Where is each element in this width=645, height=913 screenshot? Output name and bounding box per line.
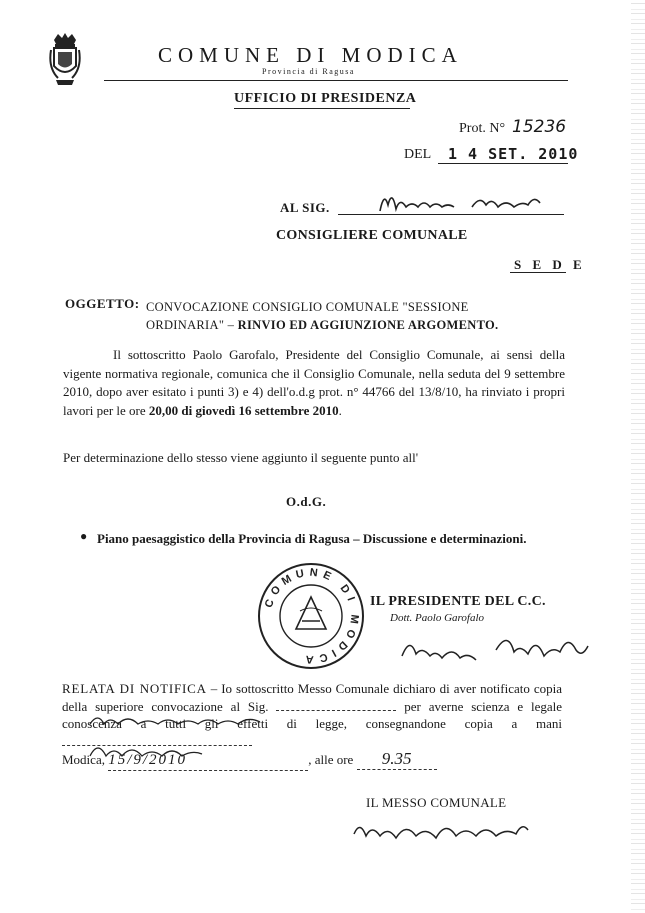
oggetto-line-2a: ORDINARIA" – xyxy=(146,318,235,332)
scan-noise-edge xyxy=(631,0,645,913)
relata-alle-ore: , alle ore xyxy=(308,752,354,767)
stamp-text: COMUNE DI MODICA xyxy=(262,566,361,666)
relata-line-1: – Io sottoscritto Messo Comunale dichiaro di aver notificato copia della superiore convocazione al Sig. xyxy=(62,681,563,714)
relata-handwritten-notes xyxy=(88,710,288,766)
provincia-subtitle: Provincia di Ragusa xyxy=(262,67,355,76)
relata-line-2: per averne scienza e legale conoscenza a tutti gli effetti di legge, consegnandone copia a mani xyxy=(62,698,563,731)
presidente-title: IL PRESIDENTE DEL C.C. xyxy=(370,594,546,609)
recipient-role: CONSIGLIERE COMUNALE xyxy=(276,228,468,243)
relata-time-value: 9.35 xyxy=(381,749,412,768)
odg-heading: O.d.G. xyxy=(286,494,327,509)
municipal-stamp xyxy=(256,561,366,671)
oggetto-text xyxy=(146,298,526,334)
svg-text:COMUNE DI MODICA xyxy=(263,567,361,666)
body-paragraph-2: Per determinazione dello stesso viene aggiunto il seguente punto all' xyxy=(63,450,419,465)
agenda-item: Piano paesaggistico della Provincia di Ragusa – Discussione e determinazioni. xyxy=(97,531,527,546)
messo-signature xyxy=(350,810,530,848)
relata-modica-label: Modica, xyxy=(62,752,105,767)
recipient-handwritten-name xyxy=(376,187,546,217)
oggetto-line-2b: RINVIO ED AGGIUNZIONE ARGOMENTO. xyxy=(237,318,499,332)
oggetto-line-1: CONVOCAZIONE CONSIGLIO COMUNALE "SESSIONE xyxy=(146,300,469,314)
al-sig-label: AL SIG. xyxy=(280,200,330,215)
presidente-signature xyxy=(396,616,592,672)
para1-bold: 20,00 di giovedì 16 settembre 2010 xyxy=(148,402,339,418)
para1-text: Il sottoscritto Paolo Garofalo, Presidente del Consiglio Comunale, ai sensi della vigente normativa regionale, comunica che il Consiglio Comunale, nella seduta del 9 settembre 2010, dopo aver esitato i punti 3) e 4) dell'o.d.g prot. n° 44766 del 13/8/10, ha rinviato i propri lavori per le ore xyxy=(63,347,565,418)
relata-recipient-blank xyxy=(276,710,396,711)
body-paragraph-1 xyxy=(63,346,565,420)
ufficio-heading: UFFICIO DI PRESIDENZA xyxy=(234,91,417,106)
oggetto-label: OGGETTO: xyxy=(65,296,140,311)
coat-of-arms-icon xyxy=(48,32,82,86)
oggetto-line-2 xyxy=(146,316,526,334)
header-rule xyxy=(104,80,568,81)
relata-date-value: 15/9/2010 xyxy=(108,752,188,768)
sede-label: S E D E xyxy=(514,257,586,272)
prot-date: 1 4 SET. 2010 xyxy=(448,145,579,163)
relata-time-field xyxy=(357,750,437,770)
messo-comunale-title: IL MESSO COMUNALE xyxy=(366,795,507,810)
del-label: DEL xyxy=(404,147,432,162)
comune-title: COMUNE DI MODICA xyxy=(158,43,463,67)
relata-heading: RELATA DI NOTIFICA xyxy=(62,681,207,696)
date-underline xyxy=(438,163,568,164)
prot-label: Prot. N° xyxy=(459,121,506,136)
bullet-icon: ● xyxy=(80,529,88,543)
sede-underline xyxy=(510,272,566,273)
para1-end: . xyxy=(338,402,342,418)
presidente-name: Dott. Paolo Garofalo xyxy=(390,612,485,624)
ufficio-underline xyxy=(234,108,410,109)
prot-number: 15236 xyxy=(512,117,567,137)
